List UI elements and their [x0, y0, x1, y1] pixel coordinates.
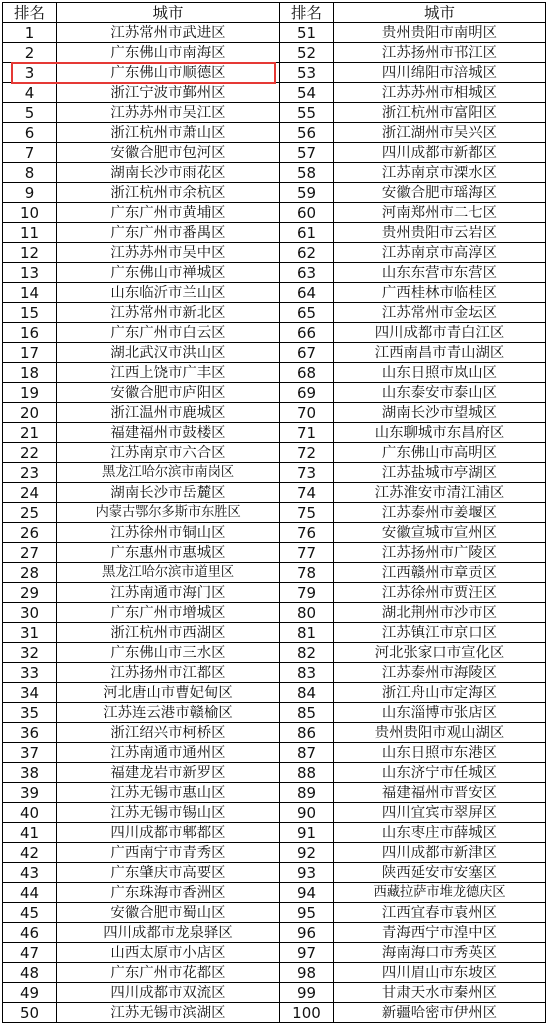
rank-cell: 73	[280, 463, 334, 483]
city-cell: 山东泰安市泰山区	[334, 383, 546, 403]
rank-cell: 12	[3, 243, 57, 263]
city-cell: 湖南长沙市望城区	[334, 403, 546, 423]
city-cell: 江苏扬州市广陵区	[334, 543, 546, 563]
city-cell: 广东广州市白云区	[57, 323, 280, 343]
table-row	[3, 143, 546, 163]
rank-cell: 47	[3, 943, 57, 963]
rank-cell: 43	[3, 863, 57, 883]
city-cell: 广东佛山市顺德区	[57, 63, 280, 83]
city-cell: 河北唐山市曹妃甸区	[57, 683, 280, 703]
rank-cell: 63	[280, 263, 334, 283]
table-row	[3, 583, 546, 603]
table-row	[3, 123, 546, 143]
city-cell: 江苏徐州市贾汪区	[334, 583, 546, 603]
rank-cell: 66	[280, 323, 334, 343]
rank-cell: 5	[3, 103, 57, 123]
city-cell: 新疆哈密市伊州区	[334, 1003, 546, 1023]
city-cell: 西藏拉萨市堆龙德庆区	[334, 883, 546, 903]
rank-cell: 13	[3, 263, 57, 283]
city-cell: 湖南长沙市雨花区	[57, 163, 280, 183]
city-cell: 江西赣州市章贡区	[334, 563, 546, 583]
table-row	[3, 883, 546, 903]
table-row	[3, 83, 546, 103]
city-cell: 福建福州市晋安区	[334, 783, 546, 803]
rank-cell: 40	[3, 803, 57, 823]
city-cell: 江苏泰州市姜堰区	[334, 503, 546, 523]
table-row	[3, 663, 546, 683]
table-row	[3, 343, 546, 363]
table-row	[3, 303, 546, 323]
city-cell: 广西南宁市青秀区	[57, 843, 280, 863]
city-cell: 广东佛山市禅城区	[57, 263, 280, 283]
city-cell: 江苏无锡市滨湖区	[57, 1003, 280, 1023]
rank-cell: 67	[280, 343, 334, 363]
rank-cell: 26	[3, 523, 57, 543]
city-cell: 江苏苏州市吴中区	[57, 243, 280, 263]
rank-cell: 29	[3, 583, 57, 603]
rank-cell: 53	[280, 63, 334, 83]
rank-cell: 17	[3, 343, 57, 363]
table-row	[3, 483, 546, 503]
rank-cell: 28	[3, 563, 57, 583]
city-cell: 浙江绍兴市柯桥区	[57, 723, 280, 743]
rank-cell: 36	[3, 723, 57, 743]
city-cell: 江苏盐城市亭湖区	[334, 463, 546, 483]
rank-cell: 72	[280, 443, 334, 463]
city-cell: 安徽合肥市瑶海区	[334, 183, 546, 203]
city-cell: 江苏苏州市相城区	[334, 83, 546, 103]
table-row	[3, 203, 546, 223]
table-row	[3, 763, 546, 783]
rank-cell: 70	[280, 403, 334, 423]
table-row	[3, 463, 546, 483]
city-cell: 四川成都市青白江区	[334, 323, 546, 343]
city-cell: 江西南昌市青山湖区	[334, 343, 546, 363]
city-cell: 广东惠州市惠城区	[57, 543, 280, 563]
city-cell: 浙江杭州市余杭区	[57, 183, 280, 203]
rank-cell: 23	[3, 463, 57, 483]
city-cell: 江苏南京市溧水区	[334, 163, 546, 183]
rank-cell: 25	[3, 503, 57, 523]
rank-cell: 58	[280, 163, 334, 183]
header-row	[3, 3, 546, 23]
city-cell: 山西太原市小店区	[57, 943, 280, 963]
table-row	[3, 243, 546, 263]
rank-cell: 75	[280, 503, 334, 523]
city-cell: 江苏常州市武进区	[57, 23, 280, 43]
rank-cell: 2	[3, 43, 57, 63]
rank-cell: 6	[3, 123, 57, 143]
table-row	[3, 703, 546, 723]
city-cell: 广东广州市番禺区	[57, 223, 280, 243]
city-cell: 浙江宁波市鄞州区	[57, 83, 280, 103]
city-cell: 福建福州市鼓楼区	[57, 423, 280, 443]
city-cell: 四川成都市新都区	[334, 143, 546, 163]
table-row	[3, 363, 546, 383]
city-cell: 湖北荆州市沙市区	[334, 603, 546, 623]
rank-cell: 39	[3, 783, 57, 803]
table-row	[3, 223, 546, 243]
city-cell: 山东临沂市兰山区	[57, 283, 280, 303]
city-cell: 浙江舟山市定海区	[334, 683, 546, 703]
city-cell: 江苏无锡市锡山区	[57, 803, 280, 823]
rank-cell: 60	[280, 203, 334, 223]
rank-cell: 46	[3, 923, 57, 943]
city-cell: 四川眉山市东坡区	[334, 963, 546, 983]
city-cell: 青海西宁市湟中区	[334, 923, 546, 943]
rank-cell: 10	[3, 203, 57, 223]
rank-cell: 55	[280, 103, 334, 123]
rank-cell: 76	[280, 523, 334, 543]
table-row	[3, 183, 546, 203]
table-row	[3, 323, 546, 343]
city-cell: 贵州贵阳市观山湖区	[334, 723, 546, 743]
rank-cell: 54	[280, 83, 334, 103]
city-cell: 广东佛山市南海区	[57, 43, 280, 63]
city-cell: 江苏连云港市赣榆区	[57, 703, 280, 723]
city-cell: 广东广州市花都区	[57, 963, 280, 983]
rank-cell: 24	[3, 483, 57, 503]
city-cell: 江苏泰州市海陵区	[334, 663, 546, 683]
rank-cell: 15	[3, 303, 57, 323]
city-cell: 江西宜春市袁州区	[334, 903, 546, 923]
city-cell: 湖南长沙市岳麓区	[57, 483, 280, 503]
rank-cell: 44	[3, 883, 57, 903]
city-cell: 四川成都市龙泉驿区	[57, 923, 280, 943]
header-city-right: 城市	[334, 3, 546, 23]
rank-cell: 92	[280, 843, 334, 863]
table-row	[3, 103, 546, 123]
rank-cell: 9	[3, 183, 57, 203]
rank-cell: 8	[3, 163, 57, 183]
city-cell: 海南海口市秀英区	[334, 943, 546, 963]
city-cell: 福建龙岩市新罗区	[57, 763, 280, 783]
rank-cell: 96	[280, 923, 334, 943]
rank-cell: 74	[280, 483, 334, 503]
city-cell: 四川成都市郫都区	[57, 823, 280, 843]
rank-cell: 7	[3, 143, 57, 163]
table-row	[3, 163, 546, 183]
rank-cell: 77	[280, 543, 334, 563]
rank-cell: 59	[280, 183, 334, 203]
city-cell: 四川成都市双流区	[57, 983, 280, 1003]
rank-cell: 4	[3, 83, 57, 103]
city-cell: 浙江杭州市萧山区	[57, 123, 280, 143]
city-cell: 广东肇庆市高要区	[57, 863, 280, 883]
rank-cell: 33	[3, 663, 57, 683]
rank-cell: 99	[280, 983, 334, 1003]
rank-cell: 22	[3, 443, 57, 463]
rank-cell: 48	[3, 963, 57, 983]
rank-cell: 27	[3, 543, 57, 563]
table-row	[3, 963, 546, 983]
table-row	[3, 923, 546, 943]
city-cell: 浙江湖州市吴兴区	[334, 123, 546, 143]
city-cell: 广东广州市黄埔区	[57, 203, 280, 223]
city-cell: 四川绵阳市涪城区	[334, 63, 546, 83]
rank-cell: 20	[3, 403, 57, 423]
rank-cell: 57	[280, 143, 334, 163]
rank-cell: 37	[3, 743, 57, 763]
table-row	[3, 683, 546, 703]
city-cell: 山东东营市东营区	[334, 263, 546, 283]
rank-cell: 32	[3, 643, 57, 663]
city-cell: 江苏南通市海门区	[57, 583, 280, 603]
rank-cell: 64	[280, 283, 334, 303]
rank-cell: 11	[3, 223, 57, 243]
rank-cell: 14	[3, 283, 57, 303]
city-cell: 浙江杭州市富阳区	[334, 103, 546, 123]
city-cell: 内蒙古鄂尔多斯市东胜区	[57, 503, 280, 523]
rank-cell: 87	[280, 743, 334, 763]
rank-cell: 31	[3, 623, 57, 643]
rank-cell: 85	[280, 703, 334, 723]
rank-cell: 49	[3, 983, 57, 1003]
rank-cell: 50	[3, 1003, 57, 1023]
rank-cell: 42	[3, 843, 57, 863]
rank-cell: 98	[280, 963, 334, 983]
rank-cell: 34	[3, 683, 57, 703]
rank-cell: 88	[280, 763, 334, 783]
city-cell: 安徽宣城市宣州区	[334, 523, 546, 543]
city-cell: 安徽合肥市包河区	[57, 143, 280, 163]
rank-cell: 62	[280, 243, 334, 263]
table-row	[3, 423, 546, 443]
city-cell: 江西上饶市广丰区	[57, 363, 280, 383]
header-rank-left: 排名	[3, 3, 57, 23]
rank-cell: 19	[3, 383, 57, 403]
city-cell: 山东日照市岚山区	[334, 363, 546, 383]
table-row	[3, 1003, 546, 1023]
table-row	[3, 863, 546, 883]
rank-cell: 93	[280, 863, 334, 883]
rank-cell: 3	[3, 63, 57, 83]
rank-cell: 38	[3, 763, 57, 783]
rank-cell: 81	[280, 623, 334, 643]
city-cell: 江苏扬州市江都区	[57, 663, 280, 683]
rank-cell: 21	[3, 423, 57, 443]
city-cell: 江苏淮安市清江浦区	[334, 483, 546, 503]
table-row	[3, 803, 546, 823]
rank-cell: 56	[280, 123, 334, 143]
city-cell: 浙江杭州市西湖区	[57, 623, 280, 643]
city-cell: 广东广州市增城区	[57, 603, 280, 623]
rank-cell: 89	[280, 783, 334, 803]
ranking-table	[2, 2, 546, 1023]
city-cell: 广东珠海市香洲区	[57, 883, 280, 903]
table-row	[3, 443, 546, 463]
rank-cell: 79	[280, 583, 334, 603]
header-rank-right: 排名	[280, 3, 334, 23]
city-cell: 广东佛山市高明区	[334, 443, 546, 463]
table-row	[3, 603, 546, 623]
rank-cell: 100	[280, 1003, 334, 1023]
city-cell: 河南郑州市二七区	[334, 203, 546, 223]
city-cell: 浙江温州市鹿城区	[57, 403, 280, 423]
rank-cell: 65	[280, 303, 334, 323]
city-cell: 山东日照市东港区	[334, 743, 546, 763]
city-cell: 江苏常州市新北区	[57, 303, 280, 323]
rank-cell: 82	[280, 643, 334, 663]
table-row	[3, 543, 546, 563]
rank-cell: 71	[280, 423, 334, 443]
city-cell: 四川宜宾市翠屏区	[334, 803, 546, 823]
city-cell: 贵州贵阳市南明区	[334, 23, 546, 43]
city-cell: 湖北武汉市洪山区	[57, 343, 280, 363]
city-cell: 山东枣庄市薛城区	[334, 823, 546, 843]
city-cell: 山东聊城市东昌府区	[334, 423, 546, 443]
table-row	[3, 63, 546, 83]
rank-cell: 30	[3, 603, 57, 623]
rank-cell: 94	[280, 883, 334, 903]
table-row	[3, 523, 546, 543]
city-cell: 河北张家口市宣化区	[334, 643, 546, 663]
table-row	[3, 743, 546, 763]
rank-cell: 61	[280, 223, 334, 243]
city-cell: 贵州贵阳市云岩区	[334, 223, 546, 243]
city-cell: 山东淄博市张店区	[334, 703, 546, 723]
table-row	[3, 263, 546, 283]
table-row	[3, 943, 546, 963]
city-cell: 陕西延安市安塞区	[334, 863, 546, 883]
city-cell: 江苏南京市六合区	[57, 443, 280, 463]
table-row	[3, 823, 546, 843]
table-row	[3, 623, 546, 643]
table-row	[3, 843, 546, 863]
rank-cell: 41	[3, 823, 57, 843]
table-row	[3, 783, 546, 803]
table-row	[3, 983, 546, 1003]
table-row	[3, 563, 546, 583]
header-city-left: 城市	[57, 3, 280, 23]
table-row	[3, 43, 546, 63]
rank-cell: 1	[3, 23, 57, 43]
rank-cell: 86	[280, 723, 334, 743]
city-cell: 江苏徐州市铜山区	[57, 523, 280, 543]
city-cell: 江苏南京市高淳区	[334, 243, 546, 263]
city-cell: 黑龙江哈尔滨市南岗区	[57, 463, 280, 483]
city-cell: 江苏苏州市吴江区	[57, 103, 280, 123]
rank-cell: 35	[3, 703, 57, 723]
city-cell: 江苏镇江市京口区	[334, 623, 546, 643]
table-row	[3, 23, 546, 43]
city-cell: 江苏南通市通州区	[57, 743, 280, 763]
city-cell: 甘肃天水市秦州区	[334, 983, 546, 1003]
rank-cell: 84	[280, 683, 334, 703]
rank-cell: 90	[280, 803, 334, 823]
rank-cell: 16	[3, 323, 57, 343]
rank-cell: 18	[3, 363, 57, 383]
city-cell: 黑龙江哈尔滨市道里区	[57, 563, 280, 583]
rank-cell: 97	[280, 943, 334, 963]
table-row	[3, 643, 546, 663]
table-row	[3, 283, 546, 303]
table-body	[3, 23, 546, 1023]
rank-cell: 68	[280, 363, 334, 383]
rank-cell: 45	[3, 903, 57, 923]
rank-cell: 83	[280, 663, 334, 683]
city-cell: 安徽合肥市庐阳区	[57, 383, 280, 403]
city-cell: 广西桂林市临桂区	[334, 283, 546, 303]
rank-cell: 80	[280, 603, 334, 623]
table-row	[3, 903, 546, 923]
city-cell: 山东济宁市任城区	[334, 763, 546, 783]
rank-cell: 51	[280, 23, 334, 43]
rank-cell: 95	[280, 903, 334, 923]
city-cell: 江苏扬州市邗江区	[334, 43, 546, 63]
city-cell: 四川成都市新津区	[334, 843, 546, 863]
table-row	[3, 503, 546, 523]
city-cell: 安徽合肥市蜀山区	[57, 903, 280, 923]
table-row	[3, 383, 546, 403]
city-cell: 江苏无锡市惠山区	[57, 783, 280, 803]
rank-cell: 52	[280, 43, 334, 63]
table-row	[3, 723, 546, 743]
city-cell: 广东佛山市三水区	[57, 643, 280, 663]
city-cell: 江苏常州市金坛区	[334, 303, 546, 323]
table-row	[3, 403, 546, 423]
rank-cell: 78	[280, 563, 334, 583]
rank-cell: 91	[280, 823, 334, 843]
rank-cell: 69	[280, 383, 334, 403]
